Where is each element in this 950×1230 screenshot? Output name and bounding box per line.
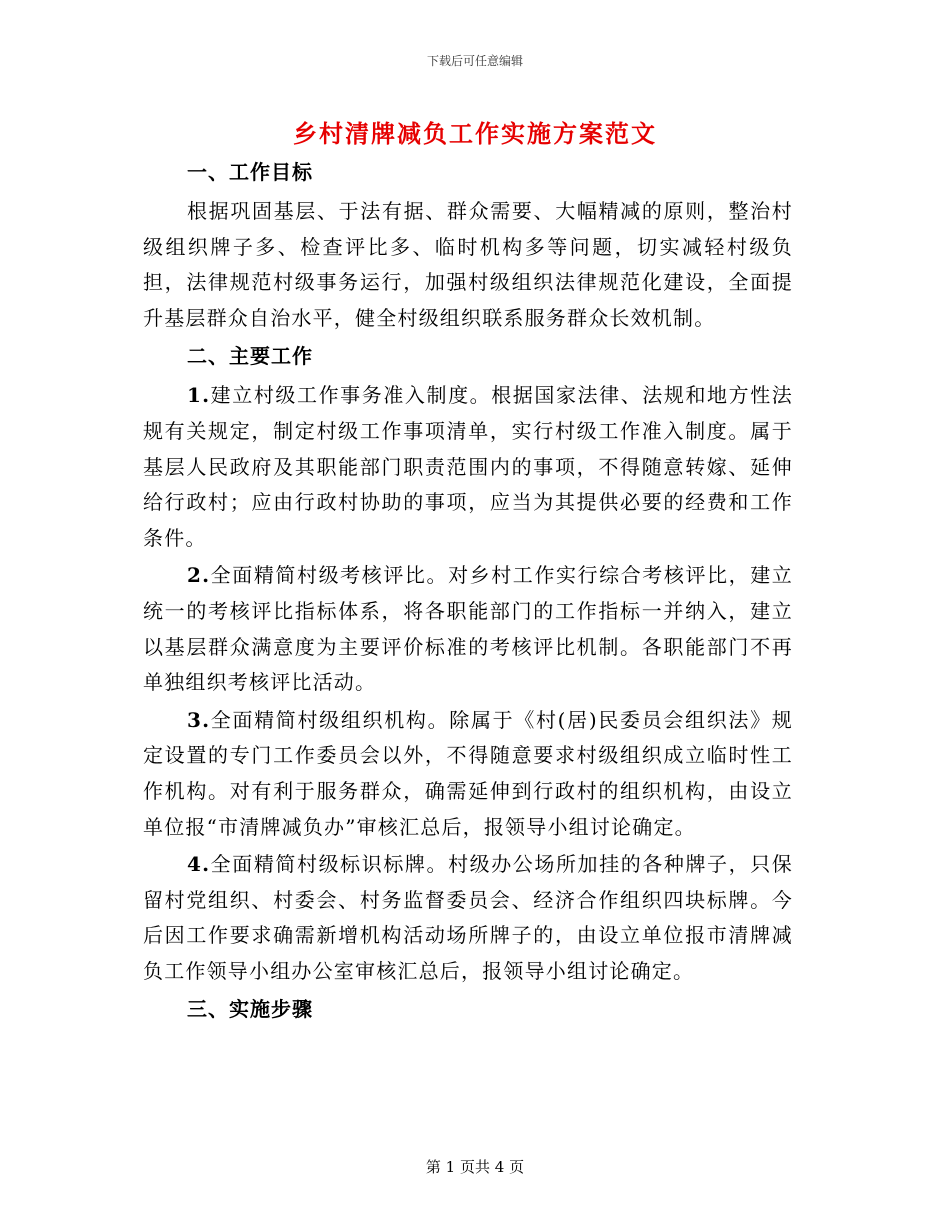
item-text: 全面精简村级考核评比。对乡村工作实行综合考核评比，建立统一的考核评比指标体系，将各职能部门的工作指标一并纳入，建立以基层群众满意度为主要评价标准的考核评比机制。各职能部门不再单独组织考核评比活动。: [143, 563, 793, 695]
item-text: 建立村级工作事务准入制度。根据国家法律、法规和地方性法规有关规定，制定村级工作事项清单，实行村级工作准入制度。属于基层人民政府及其职能部门职责范围内的事项，不得随意转嫁、延伸给行政村；应由行政村协助的事项，应当为其提供必要的经费和工作条件。: [143, 383, 793, 550]
item-number: 4.: [187, 852, 211, 877]
list-item: [143, 558, 793, 700]
list-item: [143, 378, 793, 556]
item-text: 全面精简村级组织机构。除属于《村(居)民委员会组织法》规定设置的专门工作委员会以外，不得随意要求村级组织成立临时性工作机构。对有利于服务群众，确需延伸到行政村的组织机构，由设立单位报“市清牌减负办”审核汇总后，报领导小组讨论确定。: [143, 707, 793, 839]
item-text: 全面精简村级标识标牌。村级办公场所加挂的各种牌子，只保留村党组织、村委会、村务监督委员会、经济合作组织四块标牌。今后因工作要求确需新增机构活动场所牌子的，由设立单位报市清牌减负工作领导小组办公室审核汇总后，报领导小组讨论确定。: [143, 852, 793, 983]
list-item: [143, 703, 793, 845]
list-item: [143, 847, 793, 989]
page-footer: 第 1 页共 4 页: [425, 1158, 525, 1176]
paragraph-goals: 根据巩固基层、于法有据、群众需要、大幅精减的原则，整治村级组织牌子多、检查评比多、临时机构多等问题，切实减轻村级负担，法律规范村级事务运行，加强村级组织法律规范化建设，全面提升基层群众自治水平，健全村级组织联系服务群众长效机制。: [143, 199, 793, 330]
document-body: [143, 152, 793, 1031]
page-header: 下载后可任意编辑: [426, 54, 523, 68]
item-number: 3.: [187, 707, 211, 732]
section-heading-steps: 三、实施步骤: [187, 997, 313, 1022]
document-title: 乡村清牌减负工作实施方案范文: [293, 119, 657, 148]
section-heading-main-work: 二、主要工作: [187, 344, 313, 369]
item-number: 2.: [187, 563, 211, 588]
item-number: 1.: [187, 383, 211, 408]
section-heading-goals: 一、工作目标: [187, 160, 313, 184]
